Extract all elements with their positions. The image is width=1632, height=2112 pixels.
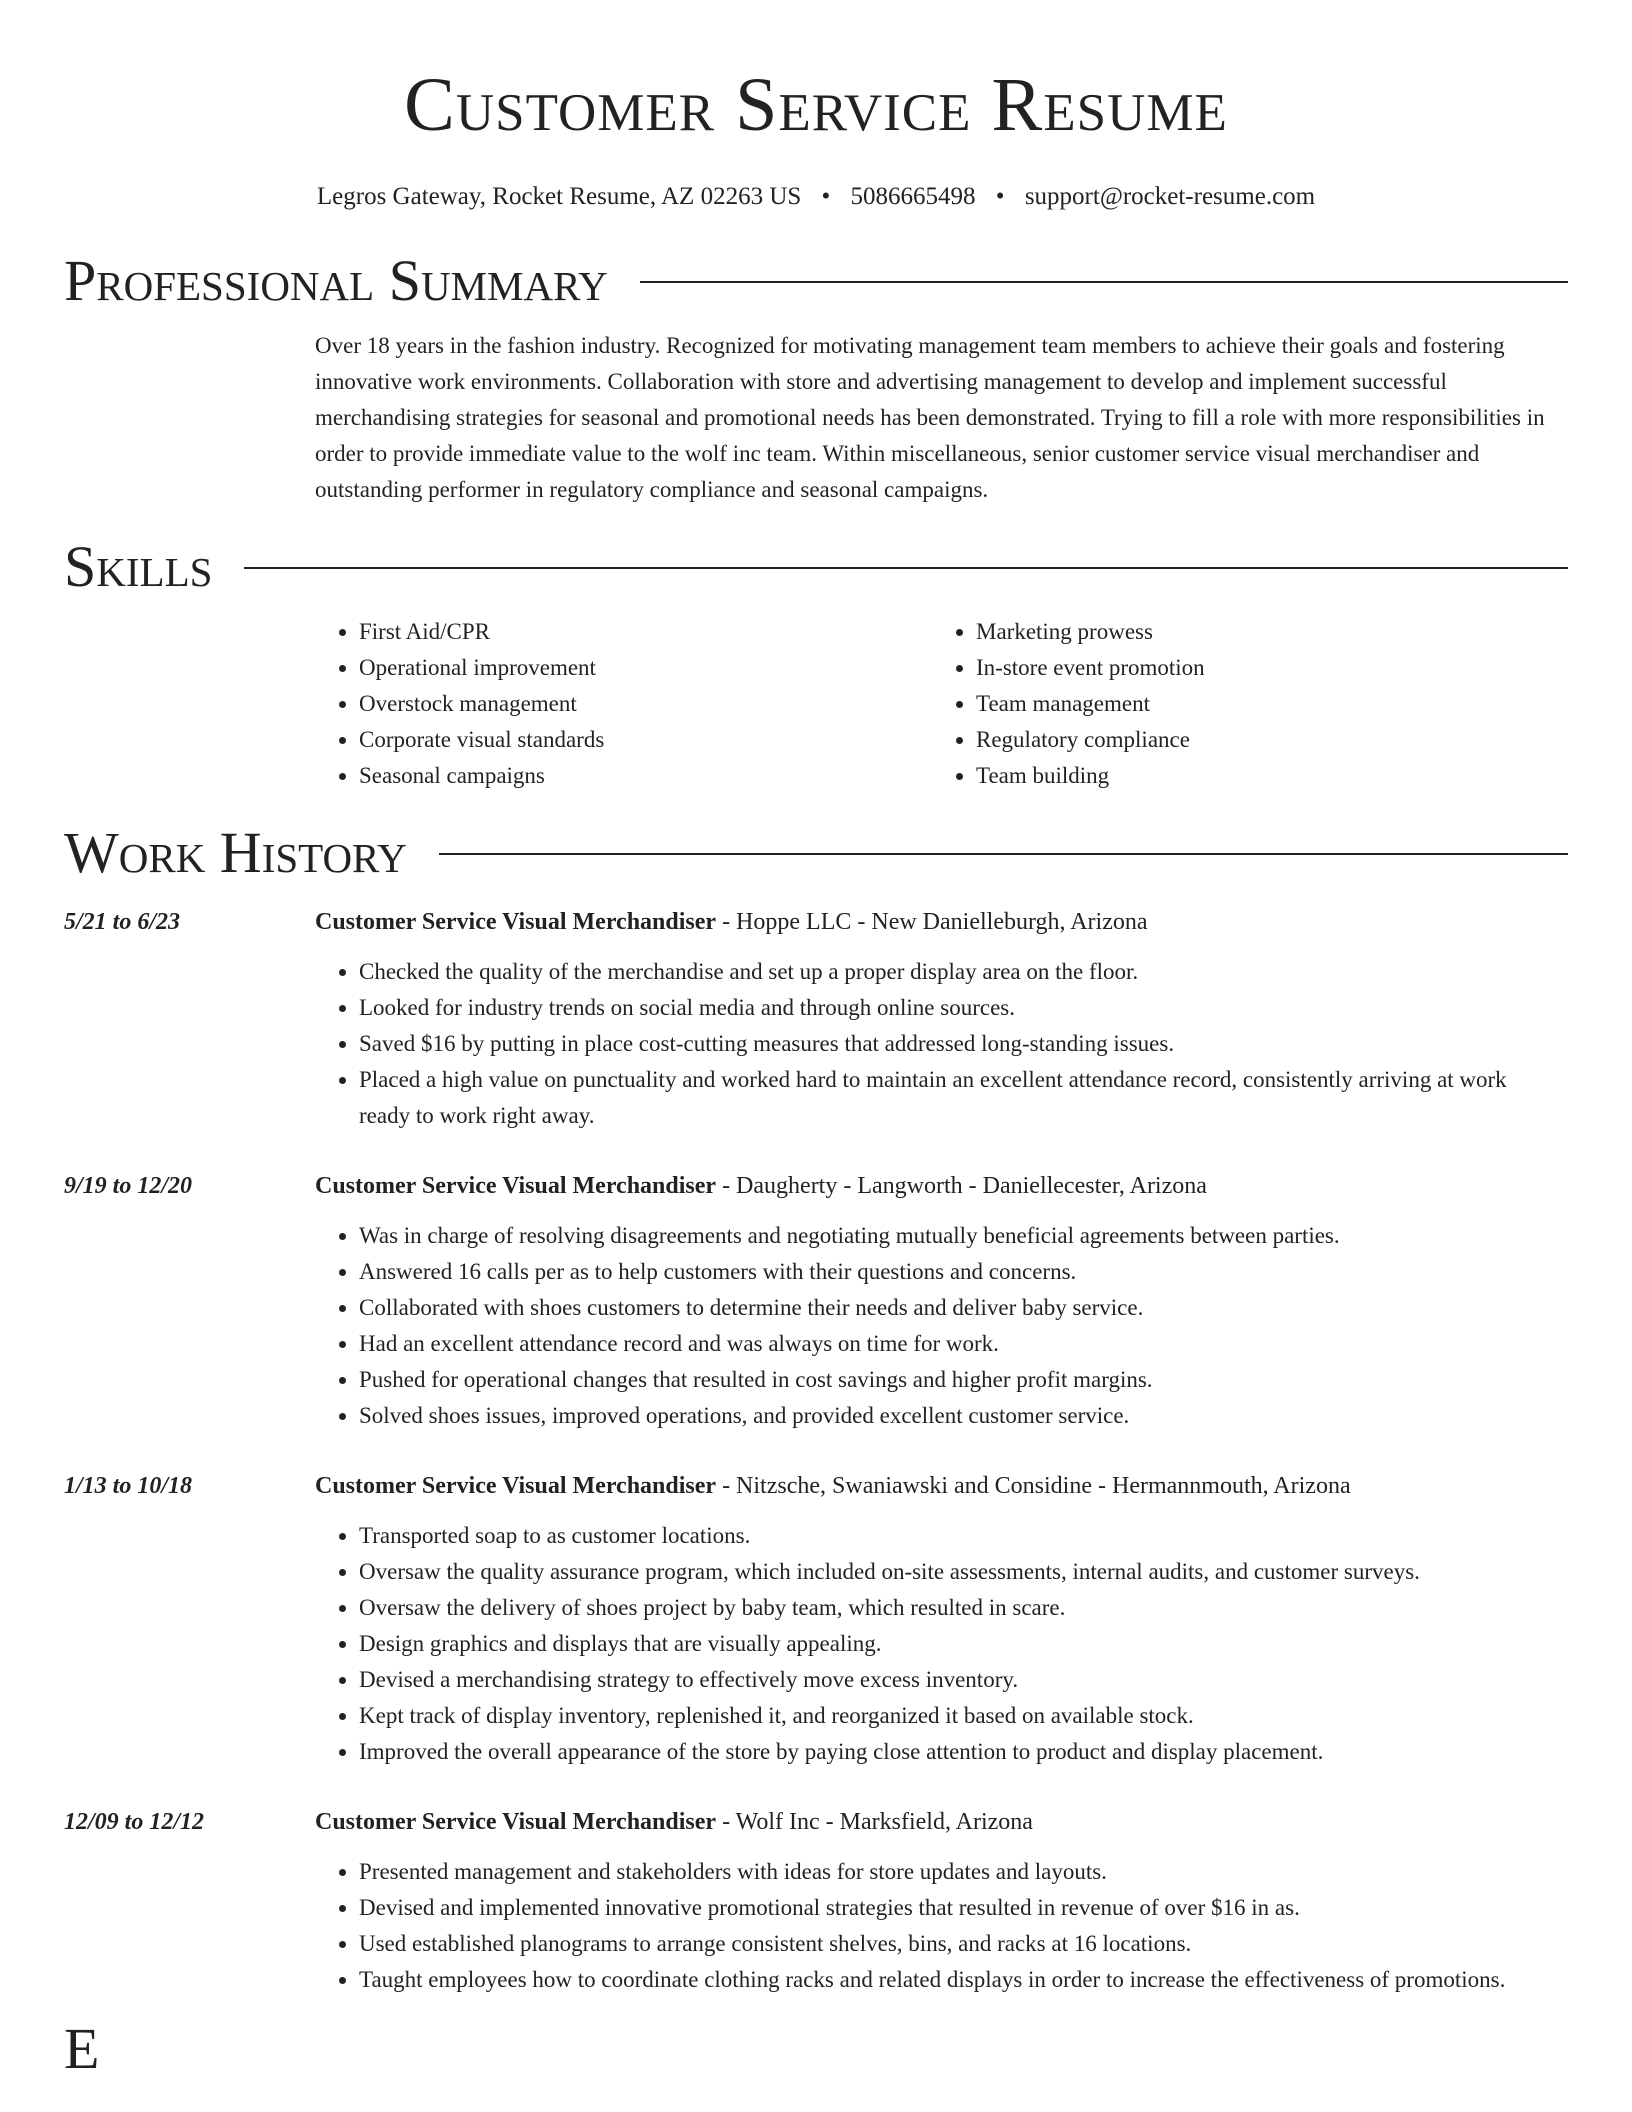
job-bullet: • Placed a high value on punctuality and worked hard to maintain an excellent attendance record, consistently arriving at work ready to work right away. — [359, 1062, 1568, 1134]
job-bullet: • Devised and implemented innovative promotional strategies that resulted in revenue of over $16 in as. — [359, 1890, 1568, 1926]
job-bullet: • Presented management and stakeholders with ideas for store updates and layouts. — [359, 1854, 1568, 1890]
job-entry — [64, 1468, 1568, 1770]
skill-item: • Corporate visual standards — [359, 722, 931, 758]
job-dates: 1/13 to 10/18 — [64, 1473, 193, 1499]
next-section-heading-partial: E — [64, 2016, 100, 2081]
job-bullet: • Answered 16 calls per as to help customers with their questions and concerns. — [359, 1254, 1568, 1290]
job-entry — [64, 1804, 1568, 1998]
job-header — [315, 904, 1568, 940]
job-bullet: • Looked for industry trends on social media and through online sources. — [359, 990, 1568, 1026]
contact-separator: • — [995, 183, 1005, 210]
job-company: - Nitzsche, Swaniawski and Considine - Hermannmouth, Arizona — [716, 1473, 1351, 1499]
work-history-heading-text: Work History — [64, 820, 407, 885]
job-header — [315, 1804, 1568, 1840]
section-divider — [640, 281, 1568, 283]
job-title: Customer Service Visual Merchandiser — [315, 1809, 717, 1835]
job-dates: 5/21 to 6/23 — [64, 909, 181, 935]
job-bullets — [315, 1218, 1568, 1434]
job-title: Customer Service Visual Merchandiser — [315, 1473, 717, 1499]
job-bullet: • Design graphics and displays that are visually appealing. — [359, 1626, 1568, 1662]
job-company: - Daugherty - Langworth - Daniellecester, Arizona — [716, 1173, 1207, 1199]
contact-phone: 5086665498 — [850, 183, 976, 210]
job-dates: 12/09 to 12/12 — [64, 1809, 205, 1835]
job-bullet: • Oversaw the delivery of shoes project by baby team, which resulted in scare. — [359, 1590, 1568, 1626]
job-company: - Wolf Inc - Marksfield, Arizona — [716, 1809, 1033, 1835]
skills-column-left — [315, 614, 931, 794]
job-bullets — [315, 1518, 1568, 1770]
summary-text: Over 18 years in the fashion industry. Recognized for motivating management team members to achieve their goals and fostering innovative work environments. Collaboration with store and advertising management to develop and implement successful merchandising strategies for seasonal and promotional needs has been demonstrated. Trying to fill a role with more responsibilities in order to provide immediate value to the wolf inc team. Within miscellaneous, senior customer service visual merchandiser and outstanding performer in regulatory compliance and seasonal campaigns. — [315, 333, 1545, 502]
job-bullet: • Kept track of display inventory, replenished it, and reorganized it based on available stock. — [359, 1698, 1568, 1734]
job-bullet: • Taught employees how to coordinate clothing racks and related displays in order to increase the effectiveness of promotions. — [359, 1962, 1568, 1998]
job-bullet: • Devised a merchandising strategy to effectively move excess inventory. — [359, 1662, 1568, 1698]
job-bullet: • Collaborated with shoes customers to determine their needs and deliver baby service. — [359, 1290, 1568, 1326]
skill-item: • Marketing prowess — [976, 614, 1548, 650]
skills-heading — [64, 534, 1568, 600]
job-bullets — [315, 954, 1568, 1134]
skill-item: • Overstock management — [359, 686, 931, 722]
job-bullet: • Was in charge of resolving disagreements and negotiating mutually beneficial agreements between parties. — [359, 1218, 1568, 1254]
skill-item: • Team building — [976, 758, 1548, 794]
resume-page — [64, 0, 1568, 2082]
job-entry — [64, 1168, 1568, 1434]
job-bullet: • Oversaw the quality assurance program, which included on-site assessments, internal audits, and customer surveys. — [359, 1554, 1568, 1590]
job-bullet: • Transported soap to as customer locations. — [359, 1518, 1568, 1554]
job-bullet: • Saved $16 by putting in place cost-cutting measures that addressed long-standing issues. — [359, 1026, 1568, 1062]
job-title: Customer Service Visual Merchandiser — [315, 1173, 717, 1199]
job-dates: 9/19 to 12/20 — [64, 1173, 193, 1199]
job-bullets — [315, 1854, 1568, 1998]
skill-item: • In-store event promotion — [976, 650, 1548, 686]
section-divider — [244, 567, 1568, 569]
section-divider — [439, 853, 1568, 855]
job-bullet: • Had an excellent attendance record and was always on time for work. — [359, 1326, 1568, 1362]
job-bullet: • Improved the overall appearance of the store by paying close attention to product and display placement. — [359, 1734, 1568, 1770]
job-title: Customer Service Visual Merchandiser — [315, 909, 717, 935]
skills-heading-text: Skills — [64, 534, 213, 599]
skills-column-right — [931, 614, 1548, 794]
skills-list — [315, 614, 1568, 794]
summary-heading — [64, 248, 1568, 314]
skill-item: • Regulatory compliance — [976, 722, 1548, 758]
job-bullet: • Used established planograms to arrange consistent shelves, bins, and racks at 16 locations. — [359, 1926, 1568, 1962]
contact-separator: • — [821, 183, 831, 210]
job-bullet: • Solved shoes issues, improved operations, and provided excellent customer service. — [359, 1398, 1568, 1434]
job-bullet: • Checked the quality of the merchandise and set up a proper display area on the floor. — [359, 954, 1568, 990]
skill-item: • Team management — [976, 686, 1548, 722]
work-history-heading — [64, 820, 1568, 886]
job-header — [315, 1468, 1568, 1504]
skill-item: • Seasonal campaigns — [359, 758, 931, 794]
job-company: - Hoppe LLC - New Danielleburgh, Arizona — [716, 909, 1148, 935]
contact-address: Legros Gateway, Rocket Resume, AZ 02263 US — [316, 183, 802, 210]
resume-title: Customer Service Resume — [404, 63, 1228, 147]
summary-heading-text: Professional Summary — [64, 248, 608, 313]
contact-line — [64, 180, 1568, 214]
skill-item: • First Aid/CPR — [359, 614, 931, 650]
job-entry — [64, 904, 1568, 1134]
contact-email: support@rocket-resume.com — [1024, 183, 1316, 210]
job-bullet: • Pushed for operational changes that resulted in cost savings and higher profit margins. — [359, 1362, 1568, 1398]
skill-item: • Operational improvement — [359, 650, 931, 686]
job-header — [315, 1168, 1568, 1204]
